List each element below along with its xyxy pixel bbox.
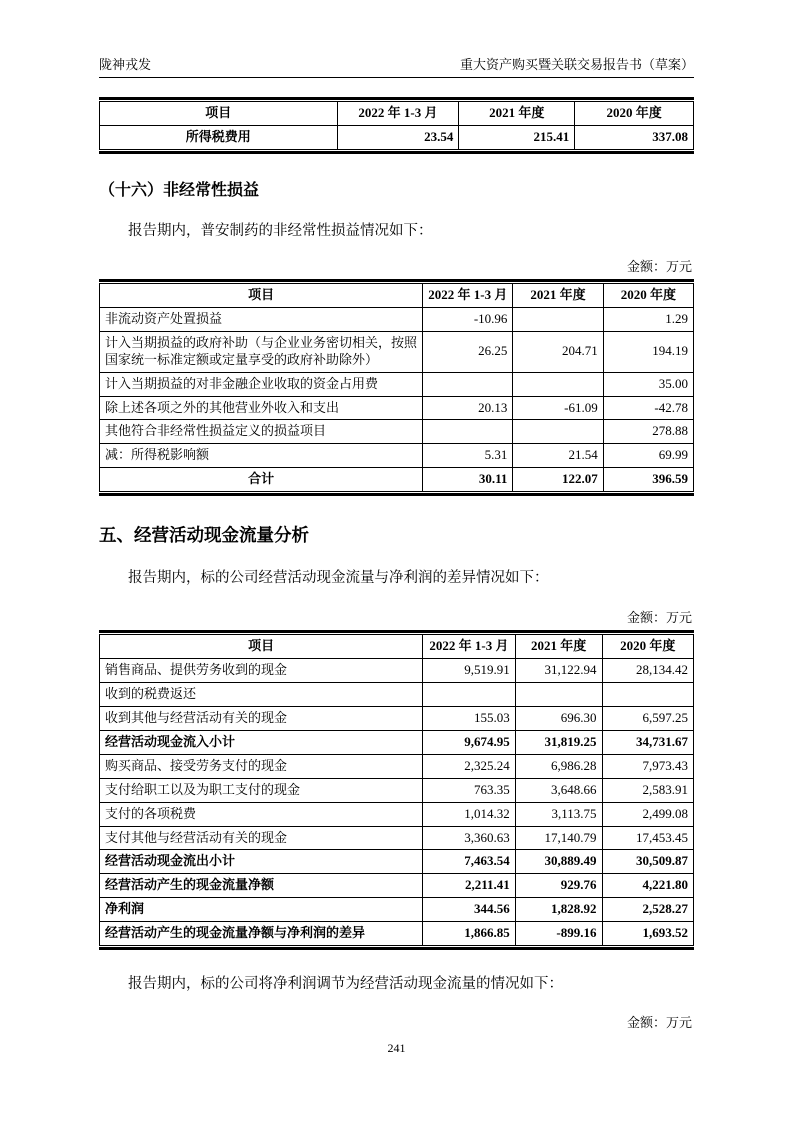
cashflow-table bbox=[99, 630, 694, 950]
table-cell: 194.19 bbox=[603, 331, 693, 372]
section-heading-16: （十六）非经常性损益 bbox=[99, 181, 260, 199]
row-label: 购买商品、接受劳务支付的现金 bbox=[100, 754, 423, 778]
table-cell: 696.30 bbox=[515, 707, 602, 731]
table-cell: 1,014.32 bbox=[423, 802, 516, 826]
table-cell: 278.88 bbox=[603, 420, 693, 444]
table-cell: 31,122.94 bbox=[515, 659, 602, 683]
table-cell: 344.56 bbox=[423, 898, 516, 922]
paragraph-intro-nonrecurring: 报告期内，普安制药的非经常性损益情况如下： bbox=[128, 222, 433, 239]
row-label: 非流动资产处置损益 bbox=[100, 307, 423, 331]
header-company: 陇神戎发 bbox=[99, 57, 152, 72]
table-cell: 2,528.27 bbox=[602, 898, 693, 922]
row-label: 净利润 bbox=[100, 898, 423, 922]
table-row bbox=[100, 802, 694, 826]
row-label: 收到的税费返还 bbox=[100, 683, 423, 707]
table-cell: 396.59 bbox=[603, 468, 693, 492]
table-cell bbox=[513, 372, 603, 396]
amount-unit-label: 金额：万元 bbox=[626, 1015, 692, 1031]
col-header-item: 项目 bbox=[100, 284, 423, 308]
amount-unit-label: 金额：万元 bbox=[626, 610, 692, 626]
header-report-title: 重大资产购买暨关联交易报告书（草案） bbox=[459, 57, 694, 72]
table-subtotal-row bbox=[100, 850, 694, 874]
table-cell: 21.54 bbox=[513, 444, 603, 468]
section-heading-5: 五、经营活动现金流量分析 bbox=[99, 525, 309, 546]
col-header-2021: 2021 年度 bbox=[515, 635, 602, 659]
nonrecurring-items-table bbox=[99, 279, 694, 496]
row-label: 经营活动现金流出小计 bbox=[100, 850, 423, 874]
col-header-2022: 2022 年 1-3 月 bbox=[423, 284, 513, 308]
table-cell: 17,140.79 bbox=[515, 826, 602, 850]
table-row bbox=[100, 683, 694, 707]
row-label: 支付给职工以及为职工支付的现金 bbox=[100, 778, 423, 802]
page-number: 241 bbox=[387, 1041, 406, 1055]
table-cell: 9,674.95 bbox=[423, 730, 516, 754]
table-cell: 1,693.52 bbox=[602, 922, 693, 946]
table-cell bbox=[513, 307, 603, 331]
col-header-item: 项目 bbox=[100, 635, 423, 659]
table-cell: 1,828.92 bbox=[515, 898, 602, 922]
table-cell: 9,519.91 bbox=[423, 659, 516, 683]
row-label: 减：所得税影响额 bbox=[100, 444, 423, 468]
table-cell: 337.08 bbox=[575, 125, 694, 149]
table-row bbox=[100, 372, 694, 396]
table-cell: 6,597.25 bbox=[602, 707, 693, 731]
table-cell: 7,973.43 bbox=[602, 754, 693, 778]
table-cell: -61.09 bbox=[513, 396, 603, 420]
table-subtotal-row bbox=[100, 874, 694, 898]
col-header-2021: 2021 年度 bbox=[459, 102, 575, 126]
table-cell: 7,463.54 bbox=[423, 850, 516, 874]
table-row bbox=[100, 125, 694, 149]
col-header-2022: 2022 年 1-3 月 bbox=[337, 102, 459, 126]
income-tax-table bbox=[99, 97, 694, 154]
table-total-row bbox=[100, 468, 694, 492]
table-cell: 6,986.28 bbox=[515, 754, 602, 778]
table-cell: 2,325.24 bbox=[423, 754, 516, 778]
table-subtotal-row bbox=[100, 730, 694, 754]
table-cell: 4,221.80 bbox=[602, 874, 693, 898]
table-cell: 34,731.67 bbox=[602, 730, 693, 754]
table-cell: 28,134.42 bbox=[602, 659, 693, 683]
table-cell bbox=[423, 683, 516, 707]
row-label: 收到其他与经营活动有关的现金 bbox=[100, 707, 423, 731]
table-cell: -10.96 bbox=[423, 307, 513, 331]
table-row bbox=[100, 778, 694, 802]
table-row bbox=[100, 331, 694, 372]
table-cell bbox=[423, 420, 513, 444]
table-cell: 1,866.85 bbox=[423, 922, 516, 946]
table-cell: 30,509.87 bbox=[602, 850, 693, 874]
table-header-row bbox=[100, 284, 694, 308]
table-cell: 3,360.63 bbox=[423, 826, 516, 850]
table-row bbox=[100, 396, 694, 420]
table-row bbox=[100, 826, 694, 850]
row-label: 计入当期损益的政府补助（与企业业务密切相关，按照国家统一标准定额或定量享受的政府补助除外） bbox=[100, 331, 423, 372]
row-label: 经营活动现金流入小计 bbox=[100, 730, 423, 754]
table-row bbox=[100, 444, 694, 468]
table-cell: 2,583.91 bbox=[602, 778, 693, 802]
table-header-row bbox=[100, 102, 694, 126]
col-header-2021: 2021 年度 bbox=[513, 284, 603, 308]
table-subtotal-row bbox=[100, 922, 694, 946]
table-row bbox=[100, 420, 694, 444]
paragraph-intro-cashflow: 报告期内，标的公司经营活动现金流量与净利润的差异情况如下： bbox=[128, 570, 549, 587]
table-cell: 763.35 bbox=[423, 778, 516, 802]
table-cell: -899.16 bbox=[515, 922, 602, 946]
amount-unit-label: 金额：万元 bbox=[626, 259, 692, 275]
row-label: 支付的各项税费 bbox=[100, 802, 423, 826]
col-header-item: 项目 bbox=[100, 102, 338, 126]
table-cell: 122.07 bbox=[513, 468, 603, 492]
table-cell: 929.76 bbox=[515, 874, 602, 898]
table-cell: 2,211.41 bbox=[423, 874, 516, 898]
paragraph-outro-adjustment: 报告期内，标的公司将净利润调节为经营活动现金流量的情况如下： bbox=[128, 975, 563, 992]
row-label: 支付其他与经营活动有关的现金 bbox=[100, 826, 423, 850]
table-cell bbox=[602, 683, 693, 707]
table-cell: 2,499.08 bbox=[602, 802, 693, 826]
table-row bbox=[100, 307, 694, 331]
row-label: 计入当期损益的对非金融企业收取的资金占用费 bbox=[100, 372, 423, 396]
table-cell bbox=[423, 372, 513, 396]
table-cell: 3,648.66 bbox=[515, 778, 602, 802]
table-row bbox=[100, 659, 694, 683]
table-row bbox=[100, 707, 694, 731]
table-cell: 30,889.49 bbox=[515, 850, 602, 874]
table-cell: -42.78 bbox=[603, 396, 693, 420]
table-cell bbox=[515, 683, 602, 707]
table-subtotal-row bbox=[100, 898, 694, 922]
row-label: 经营活动产生的现金流量净额 bbox=[100, 874, 423, 898]
row-label: 销售商品、提供劳务收到的现金 bbox=[100, 659, 423, 683]
table-cell: 35.00 bbox=[603, 372, 693, 396]
table-cell: 23.54 bbox=[337, 125, 459, 149]
row-label: 所得税费用 bbox=[100, 125, 338, 149]
table-cell: 204.71 bbox=[513, 331, 603, 372]
table-cell: 69.99 bbox=[603, 444, 693, 468]
col-header-2022: 2022 年 1-3 月 bbox=[423, 635, 516, 659]
table-cell: 155.03 bbox=[423, 707, 516, 731]
table-cell: 31,819.25 bbox=[515, 730, 602, 754]
table-cell: 5.31 bbox=[423, 444, 513, 468]
table-cell: 30.11 bbox=[423, 468, 513, 492]
col-header-2020: 2020 年度 bbox=[575, 102, 694, 126]
table-row bbox=[100, 754, 694, 778]
table-cell: 3,113.75 bbox=[515, 802, 602, 826]
row-label: 除上述各项之外的其他营业外收入和支出 bbox=[100, 396, 423, 420]
table-cell: 1.29 bbox=[603, 307, 693, 331]
table-cell: 20.13 bbox=[423, 396, 513, 420]
table-header-row bbox=[100, 635, 694, 659]
row-label: 经营活动产生的现金流量净额与净利润的差异 bbox=[100, 922, 423, 946]
table-cell: 17,453.45 bbox=[602, 826, 693, 850]
row-label: 其他符合非经常性损益定义的损益项目 bbox=[100, 420, 423, 444]
col-header-2020: 2020 年度 bbox=[602, 635, 693, 659]
page-header bbox=[99, 54, 694, 78]
table-cell: 26.25 bbox=[423, 331, 513, 372]
table-cell bbox=[513, 420, 603, 444]
row-label: 合计 bbox=[100, 468, 423, 492]
col-header-2020: 2020 年度 bbox=[603, 284, 693, 308]
table-cell: 215.41 bbox=[459, 125, 575, 149]
